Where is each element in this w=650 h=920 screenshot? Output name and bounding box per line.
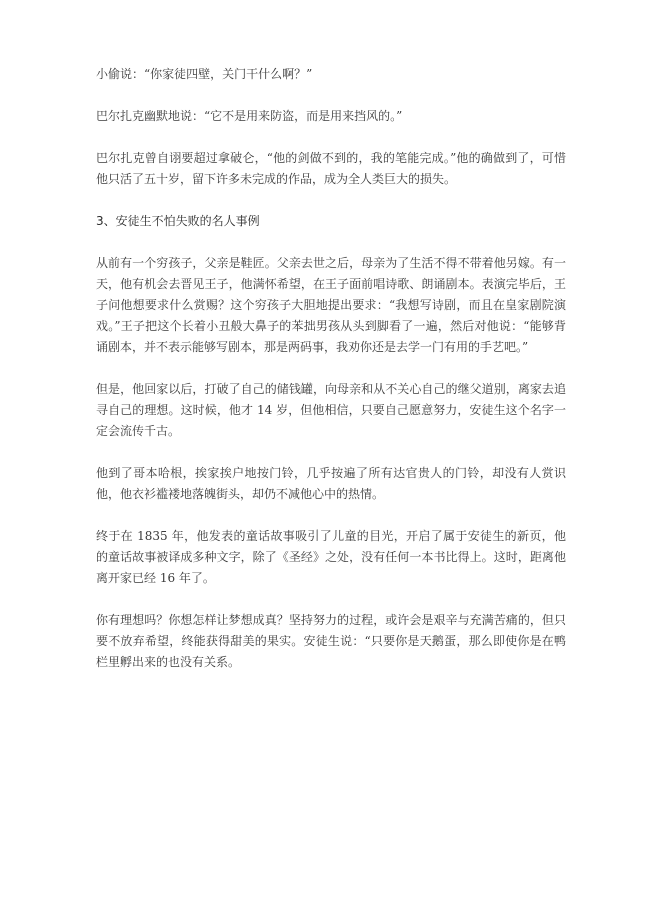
paragraph-poor-child: 从前有一个穷孩子，父亲是鞋匠。父亲去世之后，母亲为了生活不得不带着他另嫁。有一天，他有机会去晋见王子，他满怀希望，在王子面前唱诗歌、朗诵剧本。表演完毕后，王子问他想要求什么赏赐？这个穷孩子大胆地提出要求：“我想写诗剧，而且在皇家剧院演戏。”王子把这个长着小丑般大鼻子的苯拙男孩从头到脚看了一遍，然后对他说：“能够背诵剧本，并不表示能够写剧本，那是两码事，我劝你还是去学一门有用的手艺吧。” — [96, 256, 566, 354]
paragraph-balzac-reply: 巴尔扎克幽默地说：“它不是用来防盗，而是用来挡风的。” — [96, 109, 403, 123]
article-body — [96, 64, 566, 694]
paragraph-fairy-tales: 终于在 1835 年，他发表的童话故事吸引了儿童的目光，开启了属于安徒生的新页，他的童话故事被译成多种文字，除了《圣经》之处，没有任何一本书比得上。这时，距离他离开家已经 16 年了。 — [96, 529, 566, 585]
paragraph-leaving-home: 但是，他回家以后，打破了自己的储钱罐，向母亲和从不关心自己的继父道别，离家去追寻自己的理想。这时候，他才 14 岁，但他相信，只要自己愿意努力，安徒生这个名字一定会流传千古。 — [96, 382, 566, 438]
paragraph-balzac-napoleon: 巴尔扎克曾自诩要超过拿破仑，“他的剑做不到的，我的笔能完成。”他的确做到了，可惜他只活了五十岁，留下许多未完成的作品，成为全人类巨大的损失。 — [96, 151, 566, 186]
paragraph-copenhagen: 他到了哥本哈根，挨家挨户地按门铃，几乎按遍了所有达官贵人的门铃，却没有人赏识他，他衣衫褴褛地落魄街头，却仍不减他心中的热情。 — [96, 466, 566, 501]
paragraph-dreams: 你有理想吗？你想怎样让梦想成真？坚持努力的过程，或许会是艰辛与充满苦痛的，但只要不放弃希望，终能获得甜美的果实。安徒生说：“只要你是天鹅蛋，那么即使你是在鸭栏里孵出来的也没有关系。 — [96, 613, 566, 669]
section-heading: 3、安徒生不怕失败的名人事例 — [96, 214, 260, 228]
paragraph-thief-quote: 小偷说：“你家徒四壁，关门干什么啊？” — [96, 67, 313, 81]
